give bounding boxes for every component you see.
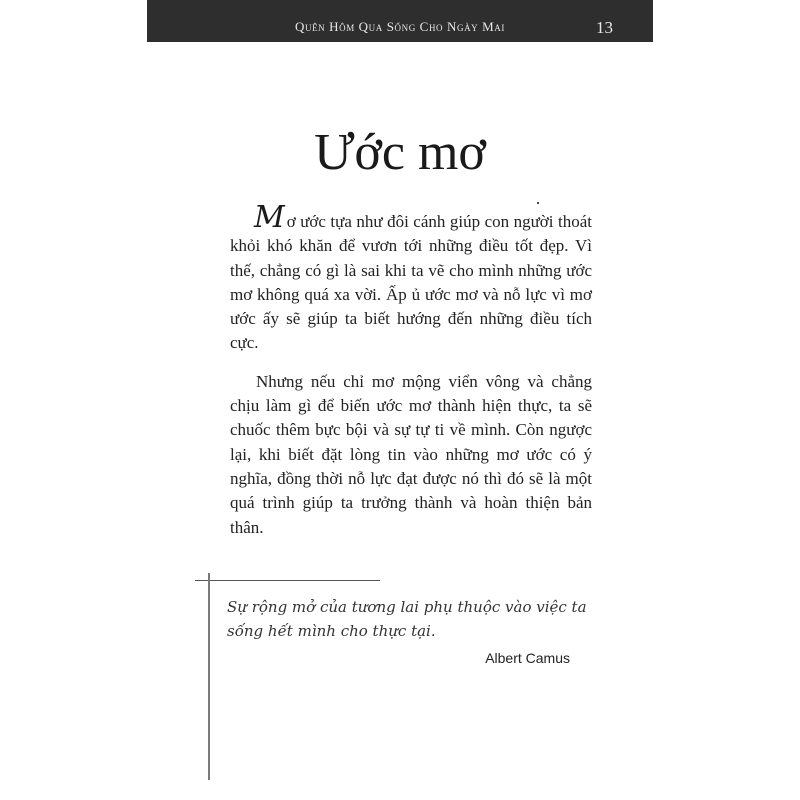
paragraph-1-text: ơ ước tựa như đôi cánh giúp con người thoát khỏi khó khăn để vươn tới những điều tốt đẹp. Vì thế, chẳng có gì là sai khi ta vẽ cho mình những ước mơ không quá xa vời. Ấp ủ ước mơ và nỗ lực vì mơ ước ấy sẽ giúp ta biết hướng đến những điều tích cực.	[230, 212, 592, 353]
paragraph-2: Nhưng nếu chỉ mơ mộng viển vông và chẳng chịu làm gì để biến ước mơ thành hiện thực, ta sẽ chuốc thêm bực bội và sự tự ti về mình. Còn ngược lại, khi biết đặt lòng tin vào những mơ ước có ý nghĩa, đồng thời nỗ lực đạt được nó thì đó sẽ là một quá trình giúp ta trưởng thành và hoàn thiện bản thân.	[230, 371, 592, 537]
quote-text: Sự rộng mở của tương lai phụ thuộc vào việc ta sống hết mình cho thực tại.	[227, 598, 587, 640]
ink-speck	[537, 202, 539, 204]
quote-divider	[195, 580, 380, 581]
page-number: 13	[596, 18, 613, 37]
running-header	[147, 0, 653, 42]
drop-cap: M	[254, 200, 285, 235]
running-title: Quên Hôm Qua Sống Cho Ngày Mai	[294, 19, 505, 34]
paragraph-1	[230, 200, 592, 356]
body-text	[230, 200, 592, 554]
quote-rule	[208, 573, 210, 780]
quote-author: Albert Camus	[485, 650, 570, 666]
chapter-title: Ước mơ	[314, 123, 486, 181]
